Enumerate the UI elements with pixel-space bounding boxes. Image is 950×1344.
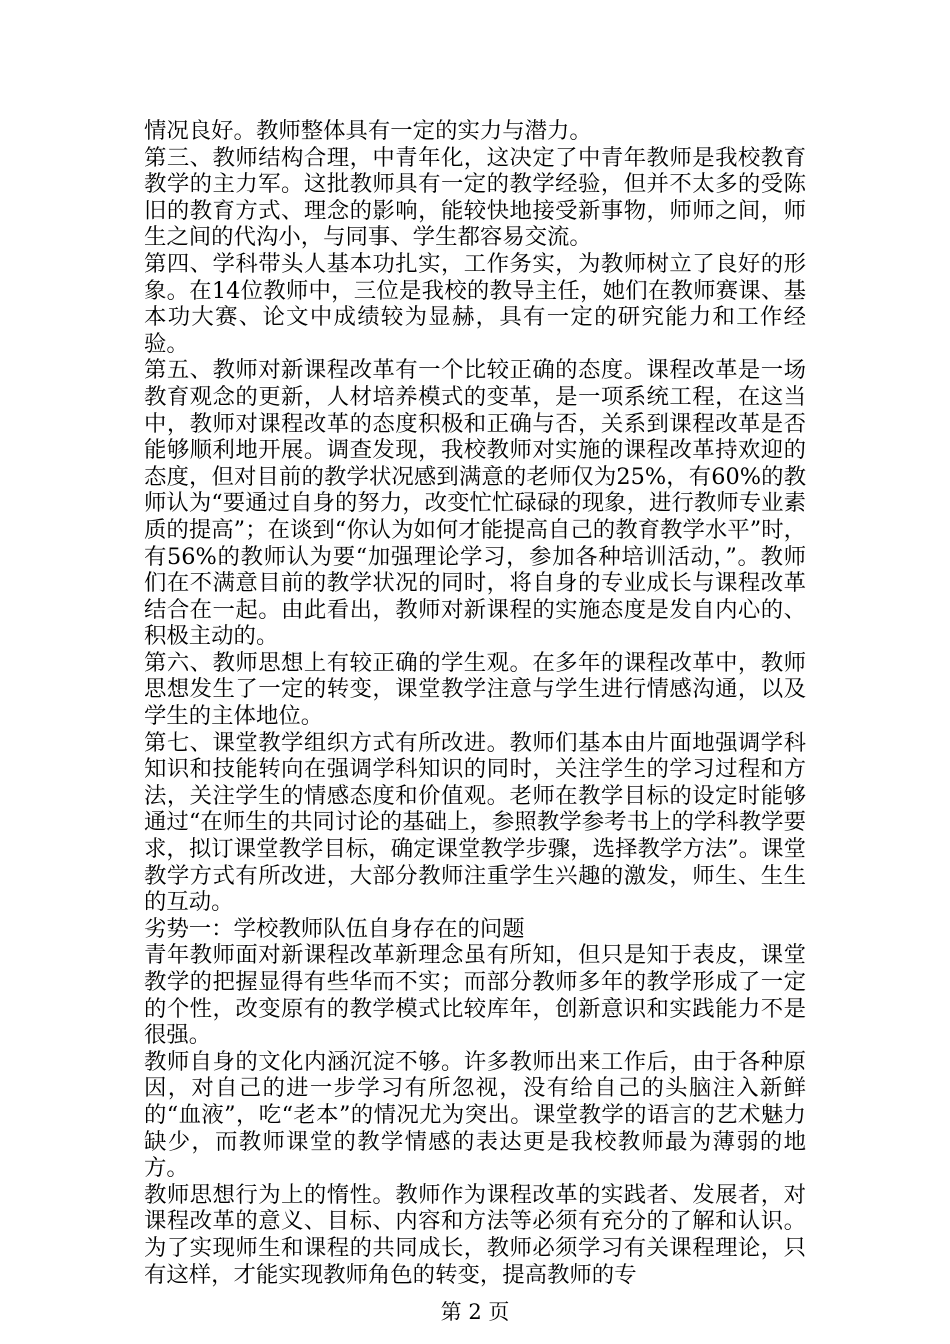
- paragraph-inertia: 教师思想行为上的惰性。教师作为课程改革的实践者、发展者，对课程改革的意义、目标、内容和方法等必须有充分的了解和认识。为了实现师生和课程的共同成长，教师必须学习有关课程理论，只有这样，才能实现教师角色的转变，提高教师的专: [144, 1181, 806, 1288]
- paragraph-teacher-potential: 情况良好。教师整体具有一定的实力与潜力。: [144, 118, 592, 144]
- paragraph-cultural-depth: 教师自身的文化内涵沉淀不够。许多教师出来工作后，由于各种原因，对自己的进一步学习有所忽视，没有给自己的头脑注入新鲜的“血液”，吃“老本”的情况尤为突出。课堂教学的语言的艺术魅力缺少，而教师课堂的教学情感的表达更是我校教师最为薄弱的地方。: [144, 1048, 806, 1182]
- page-number-footer: 第 2 页: [440, 1300, 510, 1324]
- paragraph-fourth-leaders: 第四、学科带头人基本功扎实，工作务实，为教师树立了良好的形象。在14位教师中，三位是我校的教导主任，她们在教师赛课、基本功大赛、论文中成绩较为显赫，具有一定的研究能力和工作经验。: [144, 250, 806, 357]
- paragraph-young-teachers: 青年教师面对新课程改革新理念虽有所知，但只是知于表皮，课堂教学的把握显得有些华而不实；而部分教师多年的教学形成了一定的个性，改变原有的教学模式比较库年，创新意识和实践能力不是很强。: [144, 942, 806, 1049]
- paragraph-sixth-student-view: 第六、教师思想上有较正确的学生观。在多年的课程改革中，教师思想发生了一定的转变，课堂教学注意与学生进行情感沟通，以及学生的主体地位。: [144, 649, 806, 730]
- paragraph-third-structure: 第三、教师结构合理，中青年化，这决定了中青年教师是我校教育教学的主力军。这批教师具有一定的教学经验，但并不太多的受陈旧的教育方式、理念的影响，能较快地接受新事物，师师之间，师生之间的代沟小，与同事、学生都容易交流。: [144, 144, 806, 251]
- document-body: [144, 118, 806, 1288]
- section-heading-weakness-one: 劣势一：学校教师队伍自身存在的问题: [144, 915, 525, 942]
- paragraph-fifth-attitude: 第五、教师对新课程改革有一个比较正确的态度。课程改革是一场教育观念的更新，人材培养模式的变革，是一项系统工程，在这当中，教师对课程改革的态度积极和正确与否，关系到课程改革是否能够顺利地开展。调查发现，我校教师对实施的课程改革持欢迎的态度，但对目前的教学状况感到满意的老师仅为25%，有60%的教师认为“要通过自身的努力，改变忙忙碌碌的现象，进行教师专业素质的提高”；在谈到“你认为如何才能提高自己的教育教学水平”时，有56%的教师认为要“加强理论学习，参加各种培训活动，”。教师们在不满意目前的教学状况的同时，将自身的专业成长与课程改革结合在一起。由此看出，教师对新课程的实施态度是发自内心的、积极主动的。: [144, 357, 806, 650]
- paragraph-seventh-organization: 第七、课堂教学组织方式有所改进。教师们基本由片面地强调学科知识和技能转向在强调学科知识的同时，关注学生的学习过程和方法，关注学生的情感态度和价值观。老师在教学目标的设定时能够通过“在师生的共同讨论的基础上，参照教学参考书上的学科教学要求，拟订课堂教学目标，确定课堂教学步骤，选择教学方法”。课堂教学方式有所改进，大部分教师注重学生兴趣的激发，师生、生生的互动。: [144, 729, 806, 916]
